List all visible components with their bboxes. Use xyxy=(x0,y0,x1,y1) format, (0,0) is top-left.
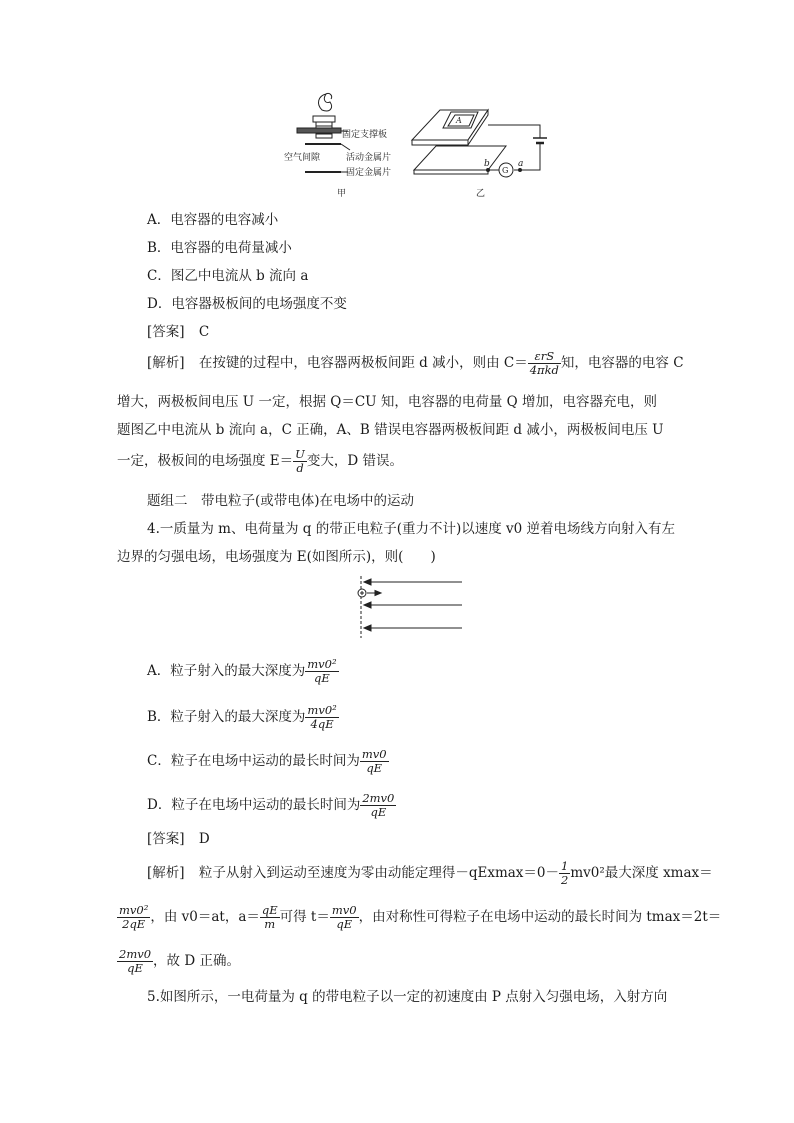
q4-option-c: C．粒子在电场中运动的最长时间为 $\frac{mv0}{qE}$ xyxy=(147,747,387,775)
capacitor-key-figure xyxy=(0,0,794,200)
q4-option-d: D．粒子在电场中运动的最长时间为 $\frac{2mv0}{qE}$ xyxy=(147,791,395,819)
label-air-gap: 空气间隙 xyxy=(284,153,321,163)
q3-analysis-line-2: 增大，两极板间电压 U 一定，根据 Q＝CU 知，电容器的电荷量 Q 增加，电容器充电，则 xyxy=(117,394,657,410)
answer-value: D xyxy=(198,831,210,847)
electric-field-figure xyxy=(0,572,794,642)
label-galvanometer: G xyxy=(502,166,509,175)
caption-yi: 乙 xyxy=(476,189,486,199)
q4-answer xyxy=(147,829,210,849)
q3-option-a: A．电容器的电容减小 xyxy=(147,212,279,228)
label-b-point: b xyxy=(484,159,490,169)
fraction-capacitance: $\frac{\text{εrS}}{\text{4πkd}}$ xyxy=(529,349,559,377)
q3-analysis-line-4: 一定，极板间的电场强度 E＝ $\frac{U}{d}$ 变大，D 错误。 xyxy=(117,447,403,475)
figure-yi xyxy=(412,110,547,177)
q3-option-d: D．电容器极板间的电场强度不变 xyxy=(147,296,347,312)
fraction-field: $\frac{U}{d}$ xyxy=(295,447,305,475)
label-a-key: A xyxy=(456,116,462,125)
q4-stem-line-1: 4.一质量为 m、电荷量为 q 的带正电粒子(重力不计)以速度 v0 逆着电场线方向射入有左 xyxy=(147,521,676,537)
label-moving-plate: 活动金属片 xyxy=(346,153,392,163)
q4-analysis-line-1: [解析] 粒子从射入到运动至速度为零由动能定理得－qExmax＝0－ $\frac{1}{2}$ mv0²最大深度 xmax＝ xyxy=(147,859,713,887)
q3-option-b: B．电容器的电荷量减小 xyxy=(147,240,292,256)
q4-option-a: A．粒子射入的最大深度为 $\frac{\text{mv0²}}{qE}$ xyxy=(147,657,337,685)
q5-stem-line-1: 5.如图所示，一电荷量为 q 的带电粒子以一定的初速度由 P 点射入匀强电场，入射方向 xyxy=(147,989,668,1005)
answer-value: C xyxy=(198,324,210,340)
analysis-tag: [解析] xyxy=(147,355,185,371)
q3-answer xyxy=(147,322,209,342)
q4-option-b: B．粒子射入的最大深度为 $\frac{\text{mv0²}}{4qE}$ xyxy=(147,703,337,731)
q3-option-c: C．图乙中电流从 b 流向 a xyxy=(147,268,309,284)
q3-analysis-line-3: 题图乙中电流从 b 流向 a，C 正确，A、B 错误电容器两极板间距 d 减小，两极板间电压 U xyxy=(117,422,664,438)
label-a-point: a xyxy=(518,159,524,169)
q4-analysis-line-2: $\frac{\text{mv0²}}{2qE}$ ，由 v0＝at，a＝ $\frac{qE}{m}$ 可得 t＝ $\frac{mv0}{qE}$ ，由对称性可得粒子在电场中运动的最长时间为 tmax＝2t＝ xyxy=(119,903,722,931)
answer-tag: [答案] xyxy=(147,831,185,847)
q4-analysis-line-3: $\frac{2mv0}{qE}$ ，故 D 正确。 xyxy=(119,947,240,975)
analysis-text: 在按键的过程中，电容器两极板间距 d 减小，则由 C＝ xyxy=(198,355,528,371)
label-support-plate: 固定支撑板 xyxy=(342,130,388,140)
q3-analysis-line-1 xyxy=(147,350,684,377)
label-fixed-plate: 固定金属片 xyxy=(346,168,392,178)
analysis-text: 知，电容器的电容 C xyxy=(560,355,684,371)
q4-stem-line-2: 边界的匀强电场，电场强度为 E(如图所示)，则( ) xyxy=(117,549,436,565)
group2-title: 题组二 带电粒子(或带电体)在电场中的运动 xyxy=(147,493,415,509)
analysis-tag: [解析] xyxy=(147,865,185,881)
caption-jia: 甲 xyxy=(337,189,347,199)
answer-tag: [答案] xyxy=(147,324,185,340)
